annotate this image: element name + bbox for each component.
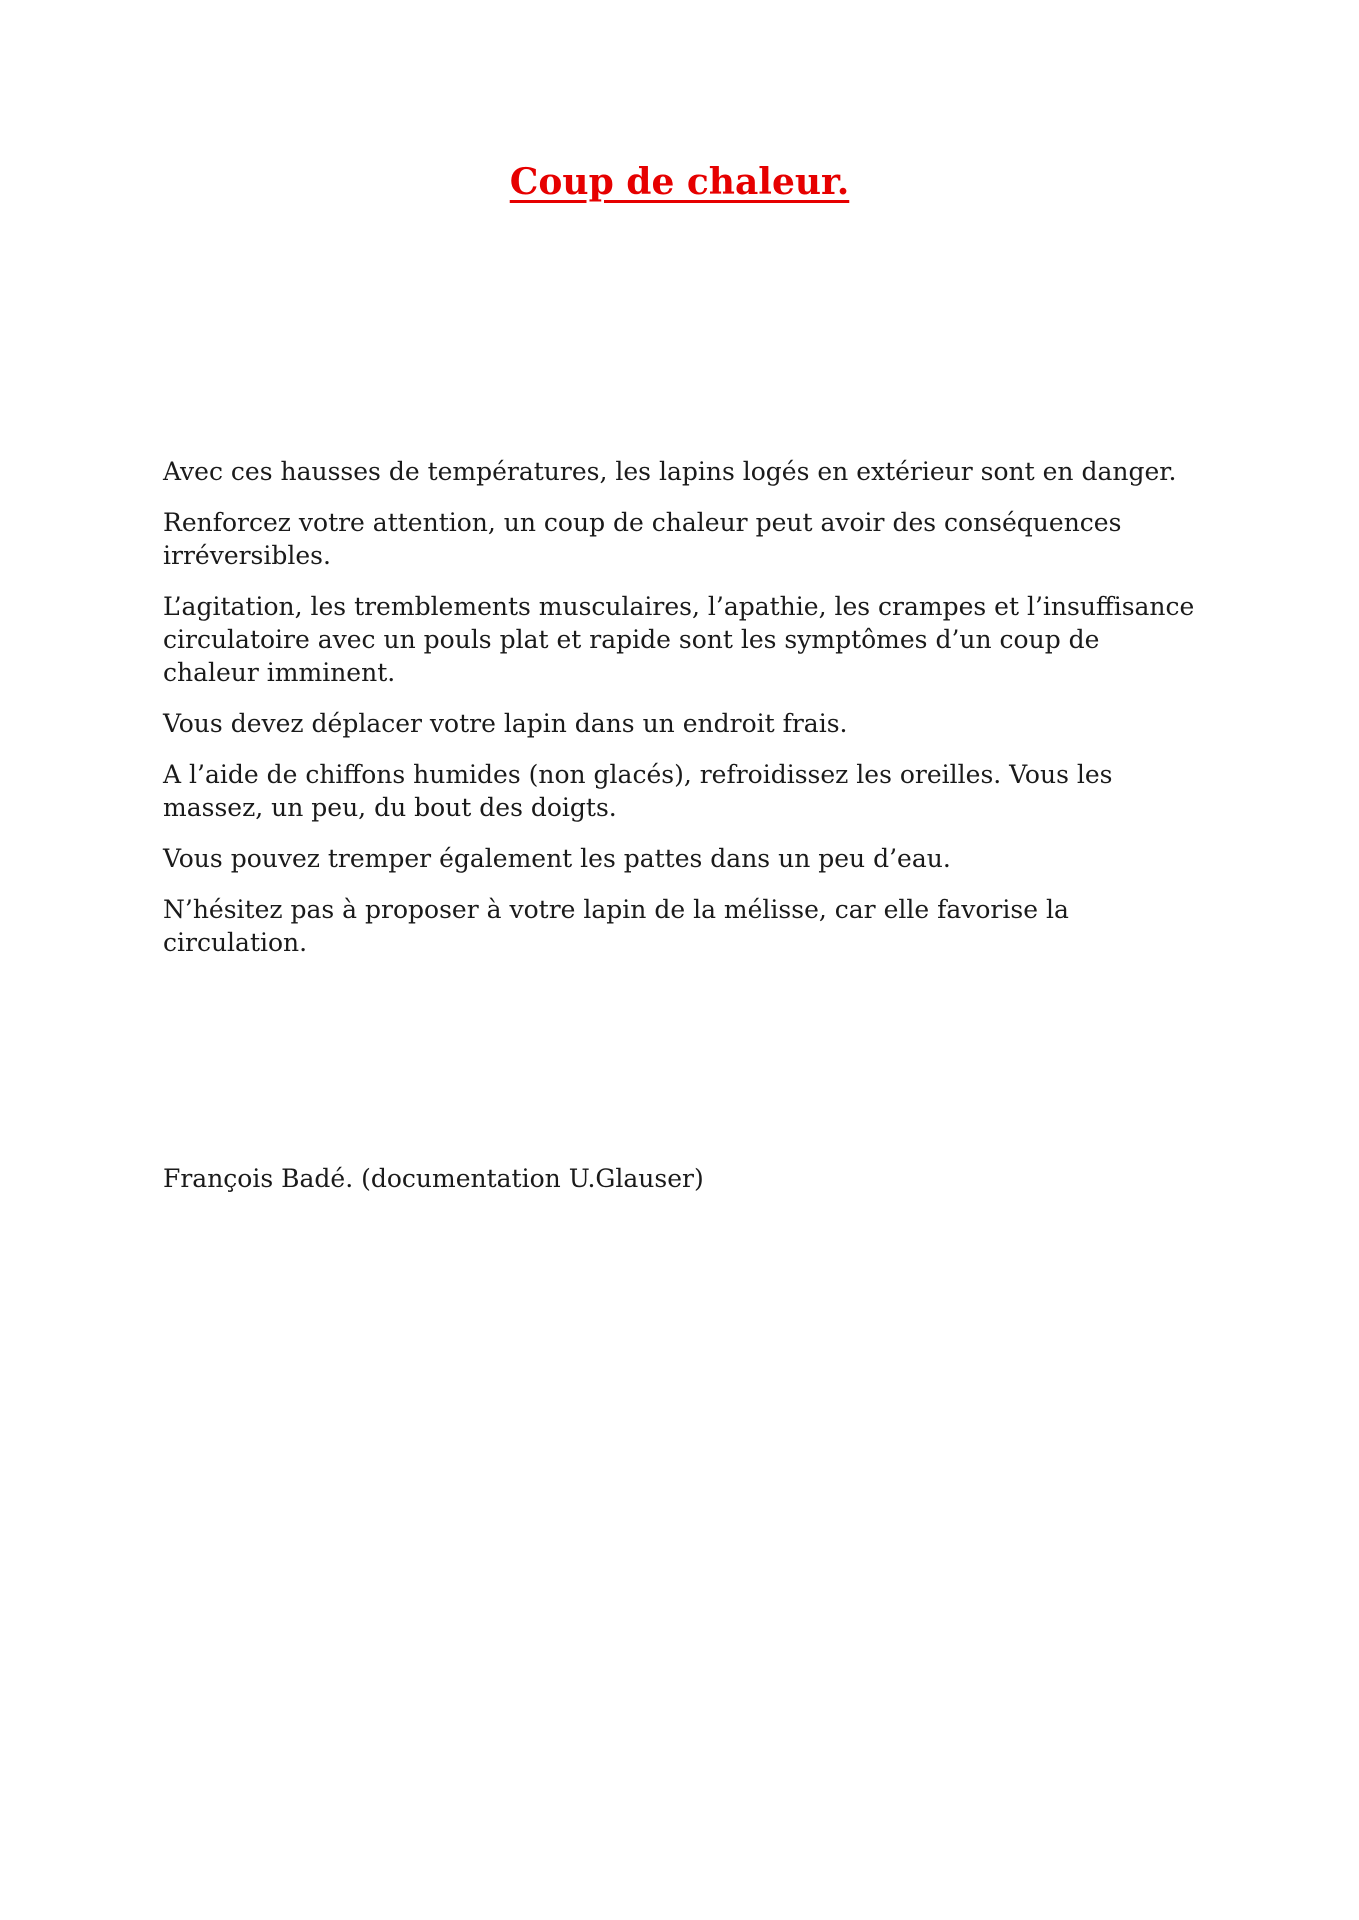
paragraph-paws: Vous pouvez tremper également les pattes dans un peu d’eau. <box>163 844 951 873</box>
paragraph-melissa: N’hésitez pas à proposer à votre lapin de la mélisse, car elle favorise la circulation. <box>163 895 1069 957</box>
document-body <box>163 455 1198 977</box>
paragraph-cool-ears: A l’aide de chiffons humides (non glacés), refroidissez les oreilles. Vous les massez, un peu, du bout des doigts. <box>163 760 1113 822</box>
paragraph-attention: Renforcez votre attention, un coup de chaleur peut avoir des conséquences irréversibles. <box>163 508 1122 570</box>
document-signature: François Badé. (documentation U.Glauser) <box>163 1164 704 1193</box>
document-title: Coup de chaleur. <box>509 161 850 203</box>
paragraph-symptoms: L’agitation, les tremblements musculaires, l’apathie, les crampes et l’insuffisance circulatoire avec un pouls plat et rapide sont les symptômes d’un coup de chaleur imminent. <box>163 592 1195 687</box>
paragraph-intro: Avec ces hausses de températures, les lapins logés en extérieur sont en danger. <box>163 457 1177 486</box>
paragraph-move: Vous devez déplacer votre lapin dans un endroit frais. <box>163 709 848 738</box>
